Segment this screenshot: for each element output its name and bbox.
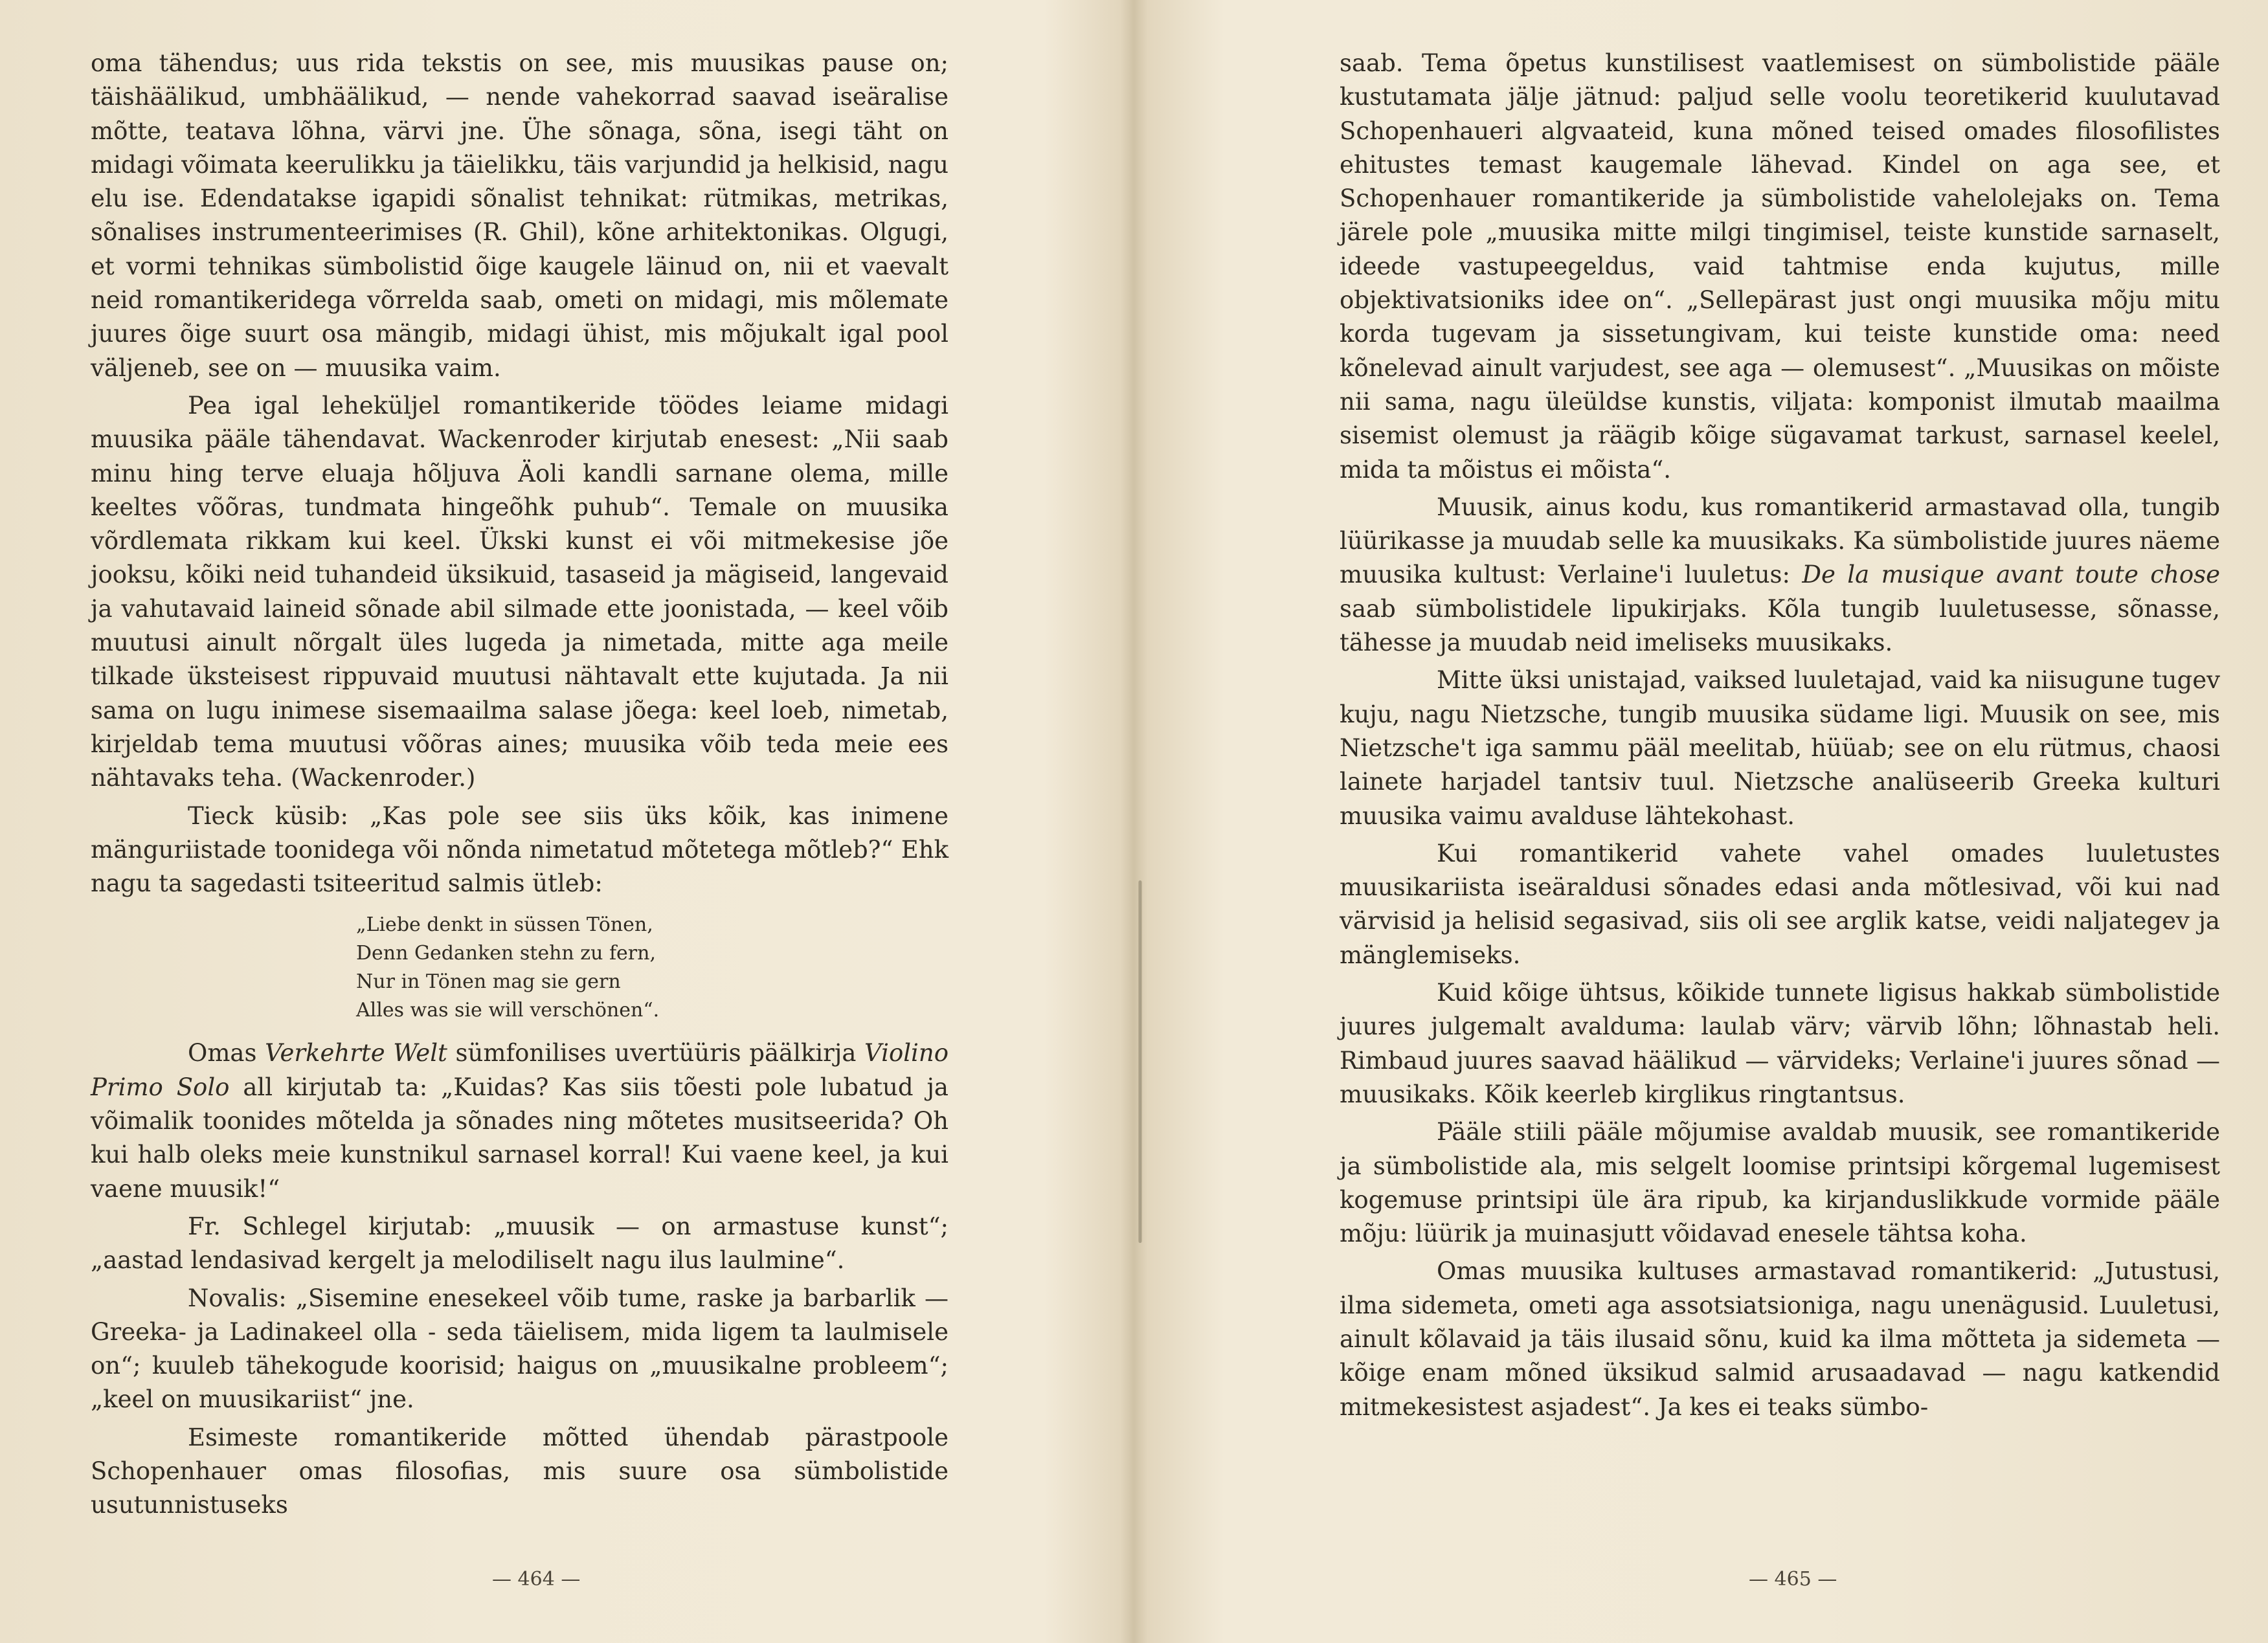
paragraph: oma tähendus; uus rida tekstis on see, mis muusikas pause on; täishäälikud, umbhäälikud, — nende vahekorrad saavad iseäralise mõtte, teatava lõhna, värvi jne. Ühe sõnaga, sõna, isegi täht on midagi võimata keerulikku ja täielikku, täis varjundid ja helkisid, nagu elu ise. Edendatakse igapidi sõnalist tehnikat: rütmikas, metrikas, sõnalises instrumenteerimises (R. Ghil), kõne arhitektonikas. Olgugi, et vormi tehnikas sümbolistid õige kaugele läinud on, nii et vaevalt neid romantikeridega võrrelda saab, ometi on midagi, mis mõlemate juures õige suurt osa mängib, midagi ühist, mis mõjukalt igal pool väljeneb, see on — muusika vaim. <box>91 49 949 382</box>
paragraph: Tieck küsib: „Kas pole see siis üks kõik, kas inimene mänguriistade toonidega või nõnda nimetatud mõtetega mõtleb?“ Ehk nagu ta sagedasti tsiteeritud salmis ütleb: <box>91 801 949 898</box>
paragraph: Pea igal leheküljel romantikeride töödes leiame midagi muusika pääle tähendavat. Wackenroder kirjutab enesest: „Nii saab minu hing terve eluaja hõljuva Äoli kandli sarnane olema, mille keeltes võõras, tundmata hingeõhk puhub“. Temale on muusika võrdlematа rikkam kui keel. Ükski kunst ei või mitmekesise jõe jooksu, kõiki neid tuhandeid üksikuid, tasaseid ja mägiseid, langevaid ja vahutavaid laineid sõnade abil silmade ette joonistada, — keel võib muutusi ainult nõrgalt üles lugeda ja nimetada, mitte aga meile tilkade üksteisest rippuvaid muutusi nähtavalt ette kujutada. Ja nii sama on lugu inimese sisemaailma salase jõega: keel loeb, nimetab, kirjeldab tema muutusi võõras aines; muusika võib teda meie ees nähtavaks teha. (Wackenroder.) <box>91 391 949 792</box>
paragraph: Mitte üksi unistajad, vaiksed luuletajad, vaid ka niisugune tugev kuju, nagu Nietzsche, tungib muusika südame ligi. Muusik on see, mis Nietzsche't iga sammu pääl meelitab, hüüab; see on elu rütmus, chaosi lainete harjadel tantsiv tuul. Nietzsche analüseerib Greeka kulturi muusika vaimu avalduse lähtekohast. <box>1340 666 2220 830</box>
left-page <box>0 0 1133 1643</box>
page-number: — 464 — <box>492 1568 581 1591</box>
paragraph-text: sümfonilises uvertüüris päälkirja <box>447 1039 865 1067</box>
work-title: Verkehrte Welt <box>265 1039 447 1067</box>
work-title: De la musique avant toute chose <box>1802 561 2220 589</box>
right-page <box>1135 0 2268 1643</box>
paragraph-text: all kirjutab ta: „Kuidas? Kas siis tõesti pole lubatud ja võimalik toonides mõtelda ja sõnades ning mõtetes musitseerida? Oh kui halb oleks meie kunstnikul sarnasel korral! Kui vaene keel, ja kui vaene muusik!“ <box>91 1073 949 1203</box>
paragraph: Pääle stiili pääle mõjumise avaldab muusik, see romantikeride ja sümbolistide ala, mis selgelt loomise printsipi kõrgemal lugemisest kogemuse printsipi üle ära ripub, ka kirjanduslikkude vormide pääle mõju: lüürik ja muinasjutt võidavad enesele tähtsa koha. <box>1340 1118 2220 1248</box>
left-page-text <box>91 47 949 1523</box>
poem-line: „Liebe denkt in süssen Tönen, <box>356 913 653 937</box>
paragraph-text: Omas <box>188 1039 265 1067</box>
paragraph: Fr. Schlegel kirjutab: „muusik — on armastuse kunst“; „aastad lendasivad kergelt ja melodiliselt nagu ilus laulmine“. <box>91 1212 949 1275</box>
paragraph <box>91 1036 949 1205</box>
paragraph: saab. Tema õpetus kunstilisest vaatlemisest on sümbolistide pääle kustutamata jälje jätnud: paljud selle voolu teoretikerid kuulutavad Schopenhaueri algvaateid, kuna mõned teised omades filosofilistes ehitustes temast kaugemale lähevad. Kindel on aga see, et Schopenhauer romantikeride ja sümbolistide vahelolejaks on. Tema järele pole „muusika mitte milgi tingimisel, teiste kunstide sarnaselt, ideede vastupeegeldus, vaid tahtmise enda kujutus, mille objektivatsioniks idee on“. „Sellepärast just ongi muusika mõju mitu korda tugevam ja sissetungivam, kui teiste kunstide oma: need kõnelevad ainult varjudest, see aga — olemusest“. „Muusikas on mõiste nii sama, nagu üleüldse kunstis, viljata: komponist ilmutab maailma sisemist olemust ja räägib kõige sügavamat tarkust, sarnasel keelel, mida ta mõistus ei mõista“. <box>1340 49 2220 484</box>
paragraph: Kui romantikerid vahete vahel omades luuletustes muusikariista iseäraldusi sõnades edasi anda mõtlesivad, või kui nad värvisid ja helisid segasivad, siis oli see arglik katse, veidi naljategev ja mänglemiseks. <box>1340 839 2220 969</box>
poem-line: Nur in Tönen mag sie gern <box>356 970 621 994</box>
right-page-text <box>1340 47 2220 1424</box>
page-number: — 465 — <box>1749 1568 1837 1591</box>
work-title: Violino Primo Solo <box>91 1039 949 1101</box>
paragraph: Kuid kõige ühtsus, kõikide tunnete ligisus hakkab sümbolistide juures julgemalt avalduma: laulab värv; värvib lõhn; lõhnastab heli. Rimbaud juures saavad häälikud — värvideks; Verlaine'i juures sõnad — muusikaks. Kõik keerleb kirglikus ringtantsus. <box>1340 979 2220 1108</box>
poem-line: Alles was sie will verschönen“. <box>356 999 660 1022</box>
paragraph: Esimeste romantikeride mõtted ühendab pärastpoole Schopenhauer omas filosofias, mis suure osa sümbolistide usutunnistuseks <box>91 1423 949 1519</box>
paragraph <box>1340 491 2220 660</box>
paragraph: Novalis: „Sisemine enesekeel võib tume, raske ja barbarlik — Greeka- ja Ladinakeel olla - seda täielisem, mida ligem ta laulmisele on“; kuuleb tähekogude koorisid; haigus on „muusikalne probleem“; „keel on muusikariist“ jne. <box>91 1284 949 1414</box>
paragraph: Omas muusika kultuses armastavad romantikerid: „Jutustusi, ilma sidemeta, ometi aga assotsiatsioniga, nagu unenägusid. Luuletusi, ainult kõlavaid ja täis ilusaid sõnu, kuid ka ilma mõtteta ja sidemeta — kõige enam mõned üksikud salmid arusaadavad — nagu katkendid mitmekesistest asjadest“. Ja kes ei teaks sümbo- <box>1340 1257 2220 1421</box>
quoted-poem <box>356 911 949 1025</box>
poem-line: Denn Gedanken stehn zu fern, <box>356 942 657 965</box>
paragraph-text: saab sümbolistidele lipukirjaks. Kõla tungib luuletusesse, sõnasse, tähesse ja muudab neid imeliseks muusikaks. <box>1340 594 2220 657</box>
paragraph-text: Muusik, ainus kodu, kus romantikerid armastavad olla, tungib lüürikasse ja muudab selle ka muusikaks. Ka sümbolistide juures näeme muusika kultust: Verlaine'i luuletus: <box>1340 493 2220 589</box>
